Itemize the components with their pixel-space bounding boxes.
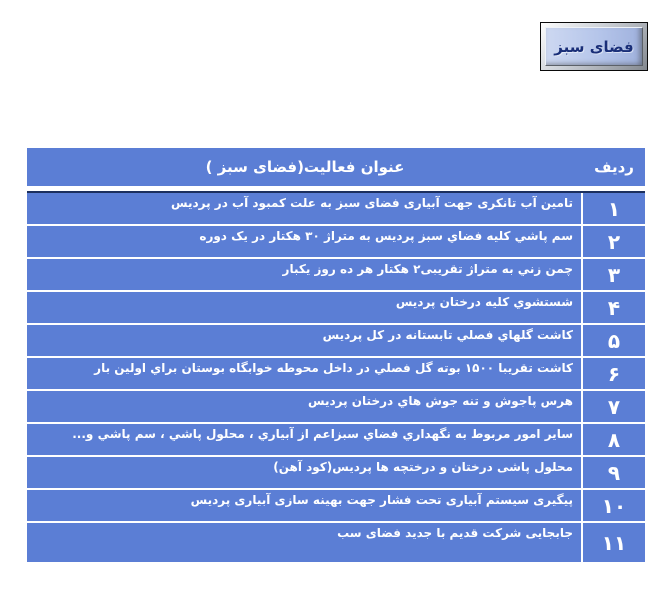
row-activity: کاشت تقریبا ۱۵۰۰ بوته گل فصلي در داخل محوطه خوابگاه بوستان براي اولین بار: [94, 361, 573, 375]
table-row: [27, 259, 645, 290]
green-space-activities-table: [27, 148, 645, 562]
row-activity: کاشت گلهاي فصلي تابستانه در کل پردیس: [322, 328, 573, 342]
row-activity: چمن زني به متراژ تقریبی۲ هکتار هر ده روز یکبار: [282, 262, 573, 276]
row-number: ۸: [607, 427, 621, 452]
column-divider: [581, 292, 583, 323]
column-divider: [581, 490, 583, 521]
table-row: [27, 391, 645, 422]
row-activity: پیگیری سیستم آبیاری تحت فشار جهت بهینه سازی آبیاری پردیس: [190, 493, 573, 507]
row-activity: سایر امور مربوط به نگهداري فضاي سبزاعم از آبیاري ، محلول پاشي ، سم پاشي و...: [72, 427, 573, 441]
row-activity: محلول پاشی درختان و درختچه ها پردیس(کود آهن): [273, 460, 573, 474]
row-number: ۱۱: [601, 530, 627, 555]
row-activity: شستشوي کلیه درختان پردیس: [395, 295, 573, 309]
table-body: [27, 193, 645, 562]
column-divider: [581, 391, 583, 422]
column-divider: [581, 259, 583, 290]
column-divider: [581, 358, 583, 389]
column-divider: [581, 523, 583, 562]
row-number: ۴: [607, 295, 621, 320]
table-row: [27, 358, 645, 389]
column-divider: [581, 226, 583, 257]
header-activity-title: عنوان فعالیت(فضای سبز ): [205, 158, 405, 176]
row-activity: هرس پاجوش و تنه جوش هاي درختان پردیس: [308, 394, 573, 408]
row-activity: تامین آب تانکری جهت آبیاری فضای سبز به علت کمبود آب در پردیس: [171, 196, 573, 210]
green-space-title-label: فضای سبز: [545, 27, 643, 66]
row-activity: سم پاشي کلیه فضاي سبز پردیس به متراژ ۳۰ هکتار در یک دوره: [199, 229, 573, 243]
table-row: [27, 325, 645, 356]
table-row: [27, 193, 645, 224]
row-number: ۵: [607, 328, 621, 353]
row-number: ۲: [607, 229, 621, 254]
column-divider: [581, 193, 583, 224]
green-space-title-button[interactable]: [540, 22, 648, 71]
row-number: ۶: [607, 361, 621, 386]
row-number: ۷: [607, 394, 621, 419]
table-row: [27, 226, 645, 257]
table-row: [27, 292, 645, 323]
row-number: ۱۰: [601, 493, 627, 518]
table-row: [27, 457, 645, 488]
row-activity: جابجایی شرکت قدیم با جدید فضای سب: [337, 526, 573, 540]
header-row-number: ردیف: [594, 158, 634, 176]
table-header-row: [27, 148, 645, 186]
row-number: ۱: [607, 196, 621, 221]
column-divider: [581, 325, 583, 356]
column-divider: [581, 424, 583, 455]
column-divider: [581, 457, 583, 488]
table-row: [27, 523, 645, 562]
row-number: ۹: [607, 460, 621, 485]
table-row: [27, 424, 645, 455]
row-number: ۳: [607, 262, 621, 287]
table-row: [27, 490, 645, 521]
